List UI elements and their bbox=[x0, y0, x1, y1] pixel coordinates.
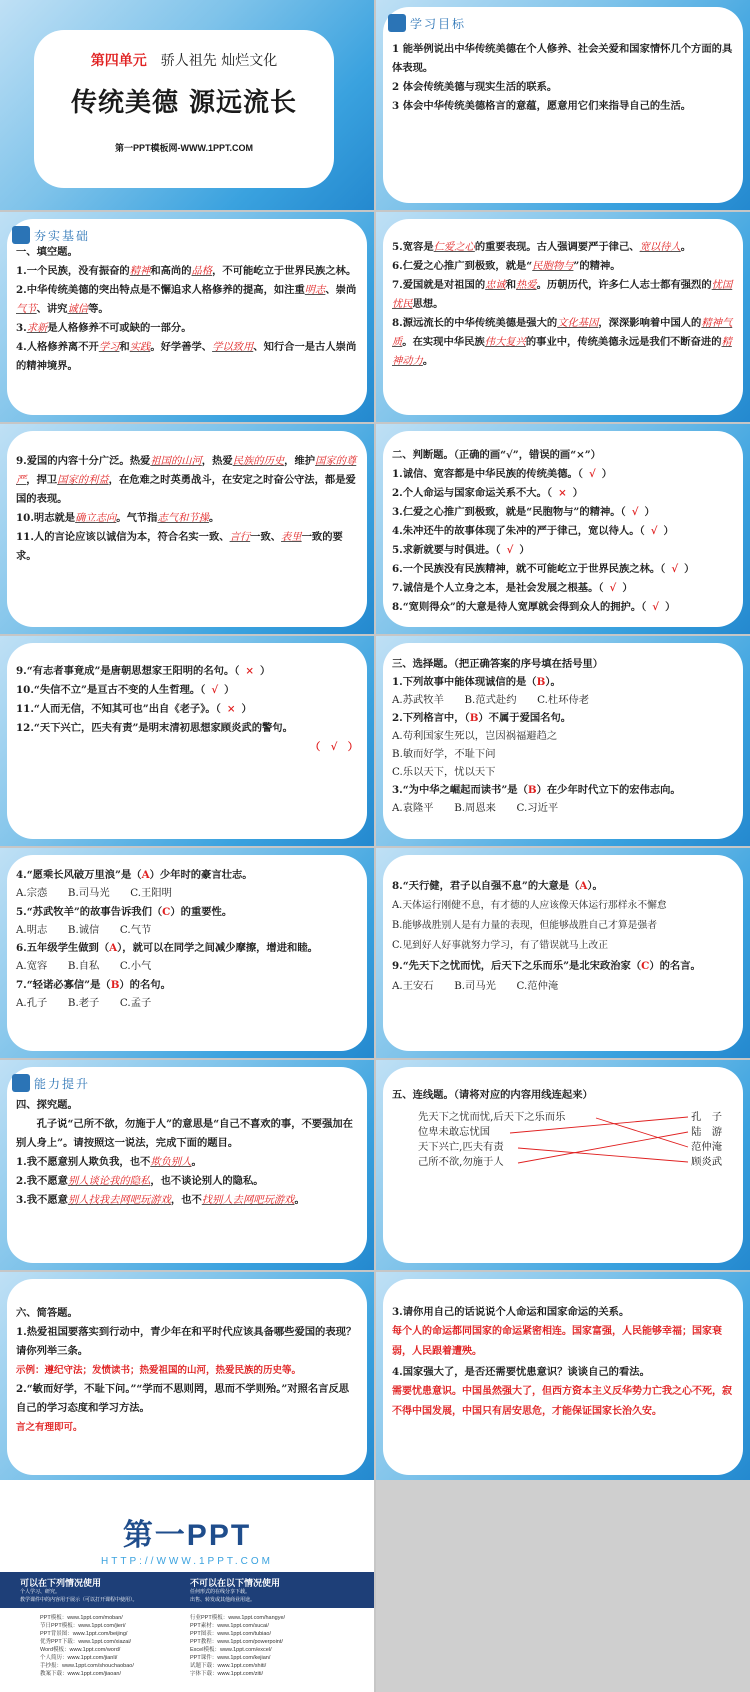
choice-q6: 6.五年级学生做到（A），就可以在同学之间减少摩擦，增进和睦。 bbox=[16, 942, 318, 955]
choice-option-8a: A.天体运行刚健不息，有才德的人应该像天体运行那样永不懈怠 bbox=[392, 900, 667, 911]
section-square-icon bbox=[388, 14, 406, 32]
link-item: 字体下载：www.1ppt.com/ziti/ bbox=[190, 1671, 264, 1677]
judge-text: 12.“天下兴亡，匹夫有责”是明末清初思想家顾炎武的警句。 bbox=[16, 722, 293, 734]
judge-answer: √ bbox=[671, 563, 679, 575]
choice-option-2b: B.敏而好学，不耻下问 bbox=[392, 748, 496, 760]
judge-answer-12: （ √ ） bbox=[310, 741, 358, 753]
choice-q2: 2.下列格言中，（B）不属于爱国名句。 bbox=[392, 712, 572, 724]
match-right-item: 孔 子 bbox=[691, 1111, 722, 1123]
fill-item-7: 7.爱国就是对祖国的忠诚和热爱。历朝历代，许多仁人志士都有强烈的忧国忧民思想。 bbox=[392, 279, 733, 310]
judge-close: ） bbox=[519, 544, 530, 556]
match-right-item: 顾炎武 bbox=[691, 1156, 722, 1168]
fill-item-1: 1.一个民族，没有振奋的精神和高尚的品格，不可能屹立于世界民族之林。 bbox=[16, 265, 357, 277]
judge-item bbox=[16, 700, 358, 719]
fill-item-2: 2.中华传统美德的突出特点是不懈追求人格修养的提高，如注重明志、崇尚气节、讲究诚信等。 bbox=[16, 284, 357, 315]
judge-text: 3.仁爱之心推广到极致，就是“民胞物与”的精神。（ bbox=[392, 506, 626, 518]
judge-item bbox=[392, 465, 734, 484]
logo-url: HTTP://WWW.1PPT.COM bbox=[101, 1556, 273, 1567]
question-heading: 二、判断题。（正确的画“√”，错误的画“×”） bbox=[392, 449, 601, 461]
section-header bbox=[388, 14, 466, 32]
links-right bbox=[190, 1614, 285, 1678]
choice-q5: 5.“苏武牧羊”的故事告诉我们（C）的重要性。 bbox=[16, 905, 233, 918]
unit-line bbox=[91, 50, 277, 70]
judge-text: 4.朱冲还牛的故事体现了朱冲的严于律己，宽以待人。（ bbox=[392, 525, 645, 537]
choice-options-6: A.宽容 B.自私 C.小气 bbox=[16, 960, 152, 973]
judge-close: ） bbox=[663, 525, 674, 537]
link-item: 行业PPT模板：www.1ppt.com/hangye/ bbox=[190, 1615, 286, 1621]
goal-1: 1 能举例说出中华传统美德在个人修养、社会关爱和国家情怀几个方面的具体表现。 bbox=[392, 43, 733, 74]
question-heading: 五、连线题。（请将对应的内容用线连起来） bbox=[392, 1089, 593, 1101]
short-q4: 4.国家强大了，是否还需要忧患意识？谈谈自己的看法。 bbox=[392, 1366, 650, 1378]
judge-answer: √ bbox=[211, 684, 219, 696]
explore-item-1: 1.我不愿意别人欺负我，也不欺负别人。 bbox=[16, 1156, 202, 1168]
can-use-1: 个人学习、研究。 bbox=[20, 1589, 61, 1595]
choice-option-2c: C.乐以天下，忧以天下 bbox=[392, 766, 496, 778]
choice-option-2a: A.苟利国家生死以，岂因祸福避趋之 bbox=[392, 730, 558, 742]
section-title: 学习目标 bbox=[410, 16, 467, 31]
site-label: 第一PPT模板网-WWW.1PPT.COM bbox=[115, 143, 253, 153]
slide-judge-2 bbox=[0, 636, 374, 846]
link-item: PPT背景图：www.1ppt.com/beijing/ bbox=[40, 1631, 128, 1637]
slide-choice-2 bbox=[0, 848, 374, 1058]
choice-options-4: A.宗悫 B.司马光 C.王阳明 bbox=[16, 887, 172, 900]
question-heading: 四、探究题。 bbox=[16, 1099, 78, 1111]
links-left bbox=[40, 1614, 134, 1678]
choice-option-8b: B.能够战胜别人是有力量的表现，但能够战胜自己才算是强者 bbox=[392, 920, 658, 931]
link-item: Word模板：www.1ppt.com/word/ bbox=[40, 1647, 121, 1653]
judge-item bbox=[392, 541, 734, 560]
link-item: 手抄报：www.1ppt.com/shouchaobao/ bbox=[40, 1663, 134, 1669]
choice-options-3: A.袁隆平 B.周恩来 C.习近平 bbox=[392, 802, 559, 814]
can-use-2: 教学课件中的内容用于展示（可以打开课程中使用）。 bbox=[20, 1597, 138, 1603]
judge-text: 5.求新就要与时俱进。（ bbox=[392, 544, 501, 556]
judge-close: ） bbox=[260, 665, 271, 677]
link-item: 优秀PPT下载：www.1ppt.com/xiazai/ bbox=[40, 1639, 132, 1645]
question-heading: 一、填空题。 bbox=[16, 246, 78, 258]
question-heading: 三、选择题。（把正确答案的序号填在括号里） bbox=[392, 658, 604, 670]
match-lines bbox=[376, 1060, 750, 1270]
short-q2: 2.“敏而好学，不耻下问。”“学而不思则罔，思而不学则殆。”对照名言反思自己的学习态度和学习方法。 bbox=[16, 1383, 350, 1414]
footer bbox=[0, 1572, 374, 1692]
fill-item-3: 3.求新是人格修养不可或缺的一部分。 bbox=[16, 322, 192, 334]
goal-2: 2 体会传统美德与现实生活的联系。 bbox=[392, 81, 558, 93]
fill-item-9: 9.爱国的内容十分广泛。热爱祖国的山河，热爱民族的历史，维护国家的尊严，捍卫国家的利益，在危难之时英勇战斗，在安定之时奋公守法，都是爱国的表现。 bbox=[16, 455, 357, 505]
judge-item bbox=[392, 560, 734, 579]
explore-prompt: 孔子说“己所不欲，勿施于人”的意思是“自己不喜欢的事，不要强加在别人身上”。请按照这一说法，完成下面的题目。 bbox=[16, 1118, 353, 1149]
short-a3: 每个人的命运都同国家的命运紧密相连。国家富强，人民能够幸福；国家衰弱，人民跟着遭殃。 bbox=[392, 1326, 722, 1357]
judge-close: ） bbox=[224, 684, 235, 696]
usage-bar bbox=[0, 1572, 374, 1608]
match-line-3 bbox=[518, 1148, 688, 1162]
judge-close: ） bbox=[644, 506, 655, 518]
slide-short-2 bbox=[376, 1272, 750, 1482]
link-item: 个人简历：www.1ppt.com/jianli/ bbox=[40, 1655, 118, 1661]
judge-close: ） bbox=[241, 703, 252, 715]
judge-text: 7.诚信是个人立身之本，是社会发展之根基。（ bbox=[392, 582, 604, 594]
section-header bbox=[12, 1074, 90, 1092]
judge-answer: × bbox=[245, 665, 255, 677]
judge-text: 2.个人命运与国家命运关系不大。（ bbox=[392, 487, 553, 499]
choice-q7: 7.“轻诺必寡信”是（B）的名句。 bbox=[16, 978, 171, 991]
fill-item-8: 8.源远流长的中华传统美德是强大的文化基因，深深影响着中国人的精神气质。在实现中华民族伟大复兴的事业中，传统美德永远是我们不断奋进的精神动力。 bbox=[392, 317, 733, 367]
slide-fill-2 bbox=[376, 212, 750, 422]
judge-answer: √ bbox=[588, 468, 596, 480]
match-left-item: 位卑未敢忘忧国 bbox=[418, 1126, 491, 1138]
judge-text: 6.一个民族没有民族精神，就不可能屹立于世界民族之林。（ bbox=[392, 563, 666, 575]
judge-answer: × bbox=[558, 487, 567, 499]
cannot-use-title: 不可以在以下情况使用 bbox=[190, 1578, 281, 1588]
section-square-icon bbox=[12, 1074, 30, 1092]
explore-item-3: 3.我不愿意别人找我去网吧玩游戏，也不找别人去网吧玩游戏。 bbox=[16, 1194, 305, 1206]
judge-close: ） bbox=[601, 468, 613, 480]
link-item: 试题下载：www.1ppt.com/shiti/ bbox=[190, 1663, 267, 1669]
judge-close: ） bbox=[572, 487, 583, 499]
judge-item bbox=[16, 681, 358, 700]
choice-options-9: A.王安石 B.司马光 C.范仲淹 bbox=[392, 980, 559, 992]
cannot-use-1: 任何形式的在线分享下载。 bbox=[190, 1589, 251, 1595]
choice-q8: 8.“天行健，君子以自强不息”的大意是（A）。 bbox=[392, 880, 603, 892]
choice-q1: 1.下列故事中能体现诚信的是（B）。 bbox=[392, 676, 561, 688]
judge-answer: √ bbox=[631, 506, 639, 518]
unit-label: 第四单元 bbox=[90, 53, 147, 69]
section-title: 夯实基础 bbox=[34, 228, 91, 243]
slide-match bbox=[376, 1060, 750, 1270]
slide-fill-3 bbox=[0, 424, 374, 634]
slide-explore bbox=[0, 1060, 374, 1270]
slide-goals bbox=[376, 0, 750, 210]
choice-option-8c: C.见到好人好事就努力学习，有了错误就马上改正 bbox=[392, 940, 608, 951]
slide-fill-1 bbox=[0, 212, 374, 422]
match-left-item: 先天下之忧而忧,后天下之乐而乐 bbox=[418, 1111, 566, 1123]
slide-choice-1 bbox=[376, 636, 750, 846]
match-left-item: 己所不欲,勿施于人 bbox=[418, 1156, 504, 1168]
match-line-4 bbox=[518, 1132, 688, 1163]
judge-item bbox=[392, 579, 734, 598]
judge-close: ） bbox=[622, 582, 633, 594]
link-item: 教案下载：www.1ppt.com/jiaoan/ bbox=[40, 1671, 121, 1677]
match-left-item: 天下兴亡,匹夫有责 bbox=[418, 1141, 504, 1153]
goal-3: 3 体会中华传统美德格言的意蕴，愿意用它们来指导自己的生活。 bbox=[392, 100, 692, 112]
fill-item-11: 11.人的言论应该以诚信为本，符合名实一致、言行一致、表里一致的要求。 bbox=[16, 531, 343, 562]
slide-judge-1 bbox=[376, 424, 750, 634]
section-title: 能力提升 bbox=[34, 1076, 91, 1091]
link-item: PPT图表：www.1ppt.com/tubiao/ bbox=[190, 1631, 272, 1637]
choice-q3: 3.“为中华之崛起而读书”是（B）在少年时代立下的宏伟志向。 bbox=[392, 784, 681, 796]
slide-short-1 bbox=[0, 1272, 374, 1482]
judge-item bbox=[392, 522, 734, 541]
section-square-icon bbox=[12, 226, 30, 244]
logo bbox=[0, 1510, 374, 1567]
judge-text: 11.“人而无信，不知其可也”出自《老子》。（ bbox=[16, 703, 221, 715]
judge-item bbox=[16, 662, 358, 681]
can-use-title: 可以在下列情况使用 bbox=[20, 1578, 102, 1588]
match-right-item: 范仲淹 bbox=[691, 1141, 722, 1153]
link-item: 节日PPT模板：www.1ppt.com/jieri/ bbox=[40, 1623, 126, 1629]
judge-answer: √ bbox=[652, 601, 660, 613]
short-q3: 3.请你用自己的话说说个人命运和国家命运的关系。 bbox=[392, 1306, 630, 1318]
judge-text: 9.“有志者事竟成”是唐朝思想家王阳明的名句。（ bbox=[16, 665, 240, 677]
choice-options-1: A.苏武牧羊 B.范式赴约 C.杜环侍老 bbox=[392, 694, 590, 706]
unit-subtitle: 骄人祖先 灿烂文化 bbox=[160, 53, 278, 69]
title-card bbox=[34, 30, 334, 188]
fill-item-6: 6.仁爱之心推广到极致，就是“民胞物与”的精神。 bbox=[392, 260, 621, 272]
judge-item bbox=[392, 598, 734, 617]
link-item: PPT素材：www.1ppt.com/sucai/ bbox=[190, 1623, 269, 1629]
judge-item bbox=[392, 503, 734, 522]
match-right-item: 陆 游 bbox=[691, 1126, 722, 1138]
cannot-use-2: 出售、转发或其他商业用途。 bbox=[190, 1597, 256, 1603]
judge-answer bbox=[293, 722, 305, 734]
judge-text: 1.诚信、宽容都是中华民族的传统美德。（ bbox=[392, 468, 583, 480]
short-a1: 示例：遵纪守法；发愤读书；热爱祖国的山河，热爱民族的历史等。 bbox=[16, 1365, 302, 1376]
judge-item bbox=[392, 484, 734, 503]
judge-text: 8.“宽则得众”的大意是待人宽厚就会得到众人的拥护。（ bbox=[392, 601, 647, 613]
empty-panel bbox=[376, 1480, 750, 1692]
link-item: PPT模板：www.1ppt.com/moban/ bbox=[40, 1615, 123, 1621]
judge-answer: √ bbox=[650, 525, 658, 537]
match-line-1 bbox=[596, 1118, 688, 1147]
judge-text: 10.“失信不立”是亘古不变的人生哲理。（ bbox=[16, 684, 206, 696]
question-heading: 六、简答题。 bbox=[16, 1307, 78, 1319]
choice-q9: 9.“先天下之忧而忧，后天下之乐而乐”是北宋政治家（C）的名言。 bbox=[392, 960, 701, 972]
link-item: PPT课件：www.1ppt.com/kejian/ bbox=[190, 1655, 271, 1661]
choice-q4: 4.“愿乘长风破万里浪”是（A）少年时的豪言壮志。 bbox=[16, 869, 253, 881]
judge-answer: √ bbox=[609, 582, 617, 594]
judge-answer: × bbox=[226, 703, 236, 715]
judge-close: ） bbox=[684, 563, 695, 575]
judge-answer: √ bbox=[506, 544, 514, 556]
slide-ending bbox=[0, 1480, 374, 1692]
link-item: PPT教程：www.1ppt.com/powerpoint/ bbox=[190, 1639, 283, 1645]
judge-close: ） bbox=[665, 601, 676, 613]
choice-options-7: A.孔子 B.老子 C.孟子 bbox=[16, 997, 152, 1010]
short-q1: 1.热爱祖国要落实到行动中，青少年在和平时代应该具备哪些爱国的表现？请你列举三条。 bbox=[16, 1326, 357, 1357]
slide-title bbox=[0, 0, 374, 210]
slide-choice-3 bbox=[376, 848, 750, 1058]
logo-text: 第一PPT bbox=[122, 1519, 252, 1552]
choice-options-5: A.明志 B.诚信 C.气节 bbox=[16, 923, 152, 936]
lesson-title: 传统美德 源远流长 bbox=[70, 88, 298, 118]
short-a2: 言之有理即可。 bbox=[16, 1422, 83, 1433]
section-header bbox=[12, 226, 90, 244]
explore-item-2: 2.我不愿意别人谈论我的隐私，也不谈论别人的隐私。 bbox=[16, 1175, 264, 1187]
fill-item-5: 5.宽容是仁爱之心的重要表现。古人强调要严于律己、宽以待人。 bbox=[392, 241, 692, 253]
fill-item-4: 4.人格修养离不开学习和实践。好学善学、学以致用、知行合一是古人崇尚的精神境界。 bbox=[16, 341, 357, 372]
fill-item-10: 10.明志就是确立志向。气节指志气和节操。 bbox=[16, 512, 220, 524]
judge-item bbox=[16, 719, 358, 738]
short-a4: 需要忧患意识。中国虽然强大了，但西方资本主义反华势力亡我之心不死，寂不得中国发展，中国只有居安思危，才能保证国家长治久安。 bbox=[392, 1386, 732, 1417]
link-item: Excel模板：www.1ppt.com/excel/ bbox=[190, 1647, 272, 1653]
